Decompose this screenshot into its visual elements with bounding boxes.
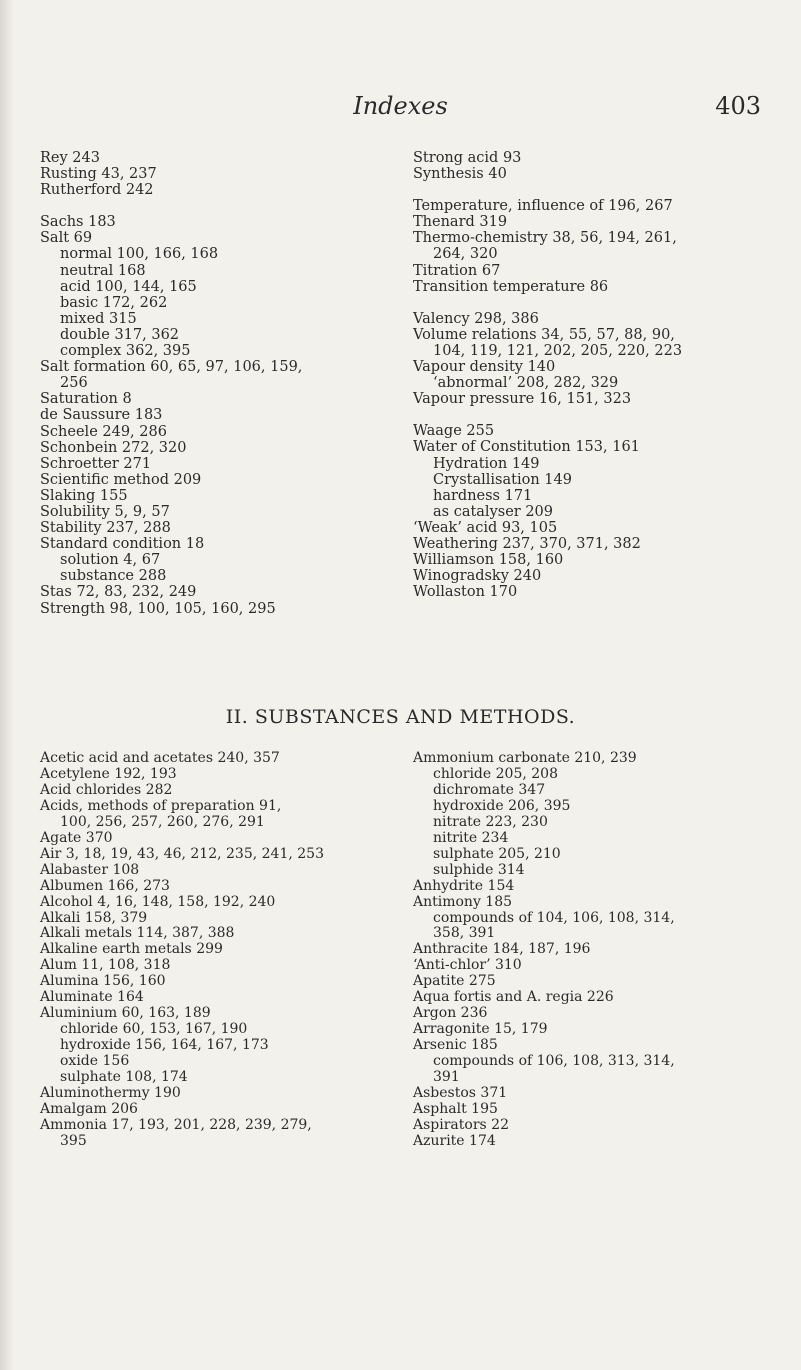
index-entry: Anthracite 184, 187, 196 xyxy=(413,941,591,958)
index-entry: Agate 370 xyxy=(40,829,113,846)
index-entry: Stability 237, 288 xyxy=(40,520,171,537)
index-subentry: mixed 315 xyxy=(60,310,137,327)
index-column-upper-right xyxy=(413,150,758,600)
index-entry: Synthesis 40 xyxy=(413,166,507,183)
index-entry: Volume relations 34, 55, 57, 88, 90, xyxy=(413,326,675,343)
index-subentry: oxide 156 xyxy=(60,1053,130,1070)
index-entry: Acetylene 192, 193 xyxy=(40,765,177,782)
index-subentry: chloride 205, 208 xyxy=(433,765,558,782)
index-entry: Alabaster 108 xyxy=(40,861,140,878)
index-gap xyxy=(413,295,758,311)
index-entry: Rutherford 242 xyxy=(40,182,154,199)
index-subentry: compounds of 106, 108, 313, 314, xyxy=(433,1053,675,1070)
index-column-lower-right xyxy=(413,751,758,1150)
index-entry: Water of Constitution 153, 161 xyxy=(413,439,640,456)
page-title: Indexes xyxy=(353,92,448,120)
page-number: 403 xyxy=(715,92,761,120)
index-entry: Amalgam 206 xyxy=(40,1100,138,1117)
index-entry: Schroetter 271 xyxy=(40,455,152,472)
index-entry: Arragonite 15, 179 xyxy=(413,1021,548,1038)
index-entry: Acids, methods of preparation 91, xyxy=(40,797,282,814)
index-entry: Stas 72, 83, 232, 249 xyxy=(40,584,197,601)
index-entry: Scheele 249, 286 xyxy=(40,423,167,440)
index-entry: Winogradsky 240 xyxy=(413,568,542,585)
index-subentry: compounds of 104, 106, 108, 314, xyxy=(433,909,675,926)
index-entry: ‘Weak’ acid 93, 105 xyxy=(413,519,558,536)
index-continuation: 104, 119, 121, 202, 205, 220, 223 xyxy=(433,342,683,359)
index-entry: Salt 69 xyxy=(40,230,93,247)
index-entry: Titration 67 xyxy=(413,262,501,279)
index-entry: Alumina 156, 160 xyxy=(40,973,166,990)
index-entry: Valency 298, 386 xyxy=(413,310,539,327)
index-continuation: 100, 256, 257, 260, 276, 291 xyxy=(60,813,265,830)
index-entry: Temperature, influence of 196, 267 xyxy=(413,198,673,215)
index-subentry: as catalyser 209 xyxy=(433,503,554,520)
index-entry: Air 3, 18, 19, 43, 46, 212, 235, 241, 253 xyxy=(40,845,324,862)
index-entry: Azurite 174 xyxy=(413,1132,496,1149)
index-subentry: sulphate 205, 210 xyxy=(433,845,561,862)
index-entry: Alum 11, 108, 318 xyxy=(40,957,171,974)
index-entry: Asbestos 371 xyxy=(413,1085,508,1102)
index-entry: Wollaston 170 xyxy=(413,584,518,601)
index-entry: Alcohol 4, 16, 148, 158, 192, 240 xyxy=(40,893,276,910)
index-continuation: 256 xyxy=(60,375,88,392)
index-entry: Anhydrite 154 xyxy=(413,877,515,894)
index-entry: Rusting 43, 237 xyxy=(40,166,157,183)
index-entry: Aluminium 60, 163, 189 xyxy=(40,1005,211,1022)
index-entry: Alkali 158, 379 xyxy=(40,909,148,926)
index-subentry: hardness 171 xyxy=(433,487,533,504)
index-subentry: neutral 168 xyxy=(60,262,146,279)
page-header xyxy=(40,92,761,122)
index-entry: Acetic acid and acetates 240, 357 xyxy=(40,750,280,766)
index-column-lower-left xyxy=(40,751,380,1150)
index-subentry: nitrate 223, 230 xyxy=(433,813,548,830)
index-entry: Ammonium carbonate 210, 239 xyxy=(413,750,637,766)
index-entry: Saturation 8 xyxy=(40,391,132,408)
index-entry: Standard condition 18 xyxy=(40,536,205,553)
index-entry: Scientific method 209 xyxy=(40,471,202,488)
index-subentry: double 317, 362 xyxy=(60,326,180,343)
index-subentry: solution 4, 67 xyxy=(60,552,161,569)
index-subentry: Hydration 149 xyxy=(433,455,540,472)
index-entry: Thermo-chemistry 38, 56, 194, 261, xyxy=(413,230,677,247)
index-subentry: normal 100, 166, 168 xyxy=(60,246,219,263)
index-entry: Salt formation 60, 65, 97, 106, 159, xyxy=(40,359,303,376)
index-entry: Apatite 275 xyxy=(413,973,496,990)
index-entry: Antimony 185 xyxy=(413,893,513,910)
index-entry: Ammonia 17, 193, 201, 228, 239, 279, xyxy=(40,1116,312,1133)
index-entry: Aspirators 22 xyxy=(413,1116,509,1133)
index-subentry: Crystallisation 149 xyxy=(433,471,572,488)
index-entry: Sachs 183 xyxy=(40,214,116,231)
section-heading: II. SUBSTANCES AND METHODS. xyxy=(225,706,576,728)
index-continuation: 395 xyxy=(60,1132,87,1149)
index-column-upper-left xyxy=(40,150,380,617)
index-entry: Aqua fortis and A. regia 226 xyxy=(413,989,614,1006)
index-entry: Schonbein 272, 320 xyxy=(40,439,187,456)
index-entry: Strong acid 93 xyxy=(413,150,522,166)
index-entry: Alkaline earth metals 299 xyxy=(40,941,223,958)
index-entry: Slaking 155 xyxy=(40,487,128,504)
index-entry: Waage 255 xyxy=(413,423,495,440)
index-entry: Alkali metals 114, 387, 388 xyxy=(40,925,235,942)
index-subentry: hydroxide 156, 164, 167, 173 xyxy=(60,1037,269,1054)
index-entry: Solubility 5, 9, 57 xyxy=(40,503,170,520)
index-entry: Argon 236 xyxy=(413,1005,488,1022)
index-entry: Albumen 166, 273 xyxy=(40,877,170,894)
index-entry: Vapour pressure 16, 151, 323 xyxy=(413,391,632,408)
index-entry: Asphalt 195 xyxy=(413,1100,498,1117)
index-subentry: sulphide 314 xyxy=(433,861,525,878)
index-entry: Weathering 237, 370, 371, 382 xyxy=(413,535,641,552)
index-entry: Transition temperature 86 xyxy=(413,278,609,295)
index-subentry: hydroxide 206, 395 xyxy=(433,797,571,814)
index-continuation: 358, 391 xyxy=(433,925,496,942)
index-continuation: 264, 320 xyxy=(433,246,498,263)
index-entry: Thenard 319 xyxy=(413,214,508,231)
index-gap xyxy=(40,198,380,214)
index-entry: Rey 243 xyxy=(40,150,100,166)
index-subentry: chloride 60, 153, 167, 190 xyxy=(60,1021,248,1038)
index-entry: Aluminothermy 190 xyxy=(40,1085,181,1102)
index-subentry: acid 100, 144, 165 xyxy=(60,278,197,295)
index-entry: Arsenic 185 xyxy=(413,1037,498,1054)
index-subentry: complex 362, 395 xyxy=(60,343,191,360)
index-entry: Strength 98, 100, 105, 160, 295 xyxy=(40,600,276,617)
index-subentry: ‘abnormal’ 208, 282, 329 xyxy=(433,375,619,392)
index-gap xyxy=(413,407,758,423)
index-entry: Williamson 158, 160 xyxy=(413,552,564,569)
index-subentry: nitrite 234 xyxy=(433,829,509,846)
index-entry: Acid chlorides 282 xyxy=(40,781,173,798)
index-entry: de Saussure 183 xyxy=(40,407,163,424)
index-subentry: substance 288 xyxy=(60,568,167,585)
index-continuation: 391 xyxy=(433,1069,460,1086)
scan-edge xyxy=(0,0,14,1370)
index-entry: ‘Anti-chlor’ 310 xyxy=(413,957,522,974)
index-subentry: sulphate 108, 174 xyxy=(60,1069,188,1086)
index-gap xyxy=(413,182,758,198)
index-entry: Vapour density 140 xyxy=(413,359,556,376)
index-entry: Aluminate 164 xyxy=(40,989,144,1006)
index-subentry: basic 172, 262 xyxy=(60,294,168,311)
index-subentry: dichromate 347 xyxy=(433,781,546,798)
